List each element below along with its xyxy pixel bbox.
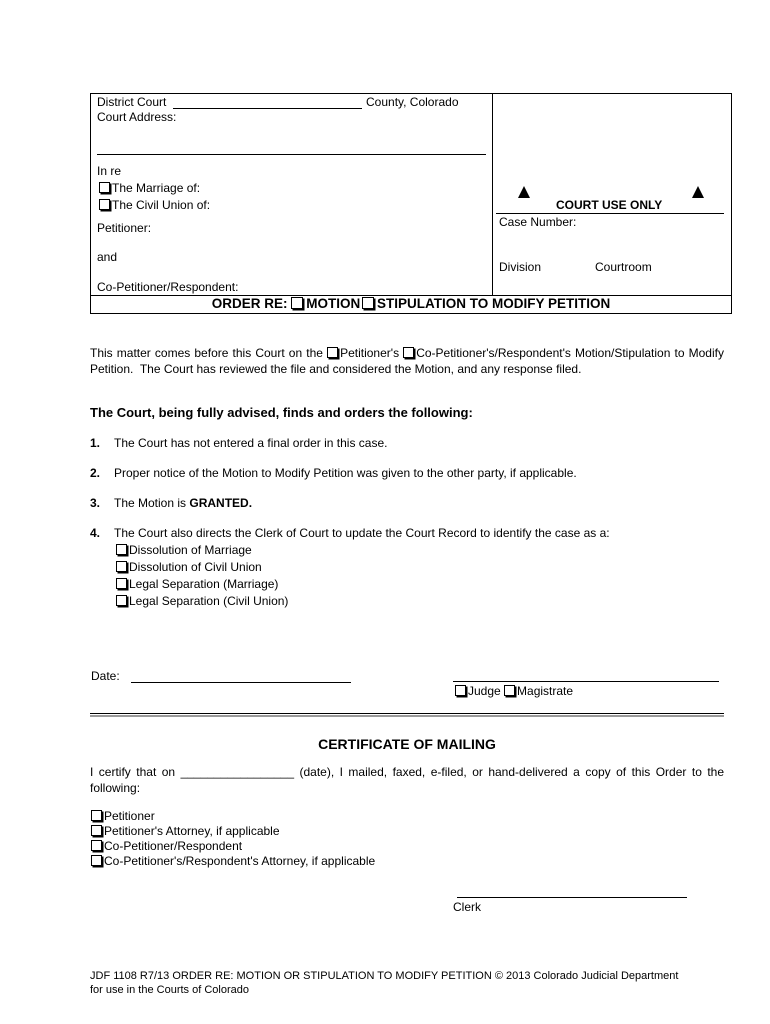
case-type-label: Legal Separation (Marriage): [129, 577, 279, 591]
case-number-label: Case Number:: [499, 215, 577, 229]
finding-4: [90, 526, 610, 540]
title-stipulation-label: STIPULATION TO MODIFY PETITION: [377, 296, 611, 311]
finding-3: [90, 496, 252, 510]
intro-petitioner-label: Petitioner's: [340, 346, 400, 360]
judge-signature-line[interactable]: [453, 681, 719, 682]
co-petitioner-label: Co-Petitioner/Respondent:: [97, 280, 239, 294]
division-label: Division: [499, 260, 542, 274]
section-separator-shadow: [90, 715, 724, 717]
court-use-rule: [496, 213, 724, 214]
recipient-option: [91, 809, 155, 823]
civil-union-option: [99, 198, 210, 212]
petitioner-attorney-recipient-checkbox[interactable]: [91, 825, 102, 836]
finding-1-text: The Court has not entered a final order in this case.: [114, 436, 388, 450]
date-label: Date:: [91, 669, 120, 683]
certificate-text-after: (date), I mailed, faxed, e-filed, or hand-delivered a copy of this Order to the following:: [90, 765, 725, 795]
certificate-text: [90, 764, 724, 796]
judge-magistrate-options: [455, 684, 573, 698]
date-blank[interactable]: [131, 682, 351, 683]
dissolution-marriage-checkbox[interactable]: [116, 544, 127, 555]
stipulation-checkbox[interactable]: [362, 297, 374, 309]
court-address-rule[interactable]: [97, 154, 486, 155]
case-type-option: [116, 577, 278, 591]
findings-heading: The Court, being fully advised, finds and orders the following:: [90, 405, 473, 420]
dissolution-civil-union-checkbox[interactable]: [116, 561, 127, 572]
recipient-label: Co-Petitioner/Respondent: [104, 839, 243, 853]
marriage-option: [99, 181, 200, 195]
recipient-option: [91, 854, 375, 868]
arrow-up-left-icon: [518, 186, 530, 198]
court-address-label: Court Address:: [97, 110, 177, 124]
and-label: and: [97, 250, 118, 264]
magistrate-checkbox[interactable]: [504, 685, 515, 696]
clerk-signature-line[interactable]: [457, 897, 687, 898]
finding-2-number: 2.: [90, 466, 101, 480]
judge-checkbox[interactable]: [455, 685, 466, 696]
finding-3-text: The Motion is: [114, 496, 187, 510]
finding-1: [90, 436, 388, 450]
civil-union-option-label: The Civil Union of:: [112, 198, 211, 212]
marriage-checkbox[interactable]: [99, 182, 110, 193]
case-type-label: Legal Separation (Civil Union): [129, 594, 289, 608]
county-label: County, Colorado: [366, 95, 459, 109]
court-use-only-label: COURT USE ONLY: [556, 198, 663, 212]
recipient-option: [91, 824, 280, 838]
petitioner-label: Petitioner:: [97, 221, 152, 235]
co-petitioner-attorney-recipient-checkbox[interactable]: [91, 855, 102, 866]
footer-line-2: for use in the Courts of Colorado: [90, 984, 249, 996]
intro-paragraph: [90, 345, 724, 377]
recipient-label: Co-Petitioner's/Respondent's Attorney, if applicable: [104, 854, 376, 868]
finding-2-text: Proper notice of the Motion to Modify Petition was given to the other party, if applicable.: [114, 466, 577, 480]
footer-line-1: JDF 1108 R7/13 ORDER RE: MOTION OR STIPULATION TO MODIFY PETITION © 2013 Colorado Judicial Department: [90, 970, 679, 982]
legal-separation-civil-union-checkbox[interactable]: [116, 595, 127, 606]
recipient-label: Petitioner's Attorney, if applicable: [104, 824, 280, 838]
judge-label: Judge: [468, 684, 501, 698]
page-title: [0, 296, 770, 312]
recipient-option: [91, 839, 242, 853]
petitioner-motion-checkbox[interactable]: [327, 347, 338, 358]
in-re-label: In re: [97, 164, 122, 178]
finding-1-number: 1.: [90, 436, 101, 450]
intro-co-petitioner-label: Co-Petitioner's/Respondent's Motion/Stipulation to Modify Petition.: [90, 346, 724, 376]
marriage-option-label: The Marriage of:: [112, 181, 201, 195]
certificate-heading: CERTIFICATE OF MAILING: [318, 736, 496, 752]
district-court-blank[interactable]: [173, 108, 362, 109]
civil-union-checkbox[interactable]: [99, 199, 110, 210]
certificate-date-blank[interactable]: _________________: [180, 765, 295, 779]
intro-text-2: The Court has reviewed the file and considered the Motion, and any response filed.: [139, 362, 582, 376]
arrow-up-right-icon: [692, 186, 704, 198]
recipient-label: Petitioner: [104, 809, 155, 823]
legal-separation-marriage-checkbox[interactable]: [116, 578, 127, 589]
case-type-option: [116, 560, 262, 574]
certificate-text-before: I certify that on: [90, 765, 176, 779]
courtroom-label: Courtroom: [595, 260, 652, 274]
finding-2: [90, 466, 577, 480]
title-motion-label: MOTION: [306, 296, 361, 311]
co-petitioner-recipient-checkbox[interactable]: [91, 840, 102, 851]
finding-4-text: The Court also directs the Clerk of Court to update the Court Record to identify the case as a:: [114, 526, 610, 540]
section-separator: [90, 713, 724, 714]
intro-text-1: This matter comes before this Court on the: [90, 346, 323, 360]
petitioner-recipient-checkbox[interactable]: [91, 810, 102, 821]
case-type-option: [116, 543, 252, 557]
clerk-label: Clerk: [453, 900, 482, 914]
district-court-label: District Court: [97, 95, 167, 109]
motion-checkbox[interactable]: [291, 297, 303, 309]
case-type-label: Dissolution of Marriage: [129, 543, 252, 557]
co-petitioner-motion-checkbox[interactable]: [403, 347, 414, 358]
title-prefix: ORDER RE:: [211, 296, 288, 311]
case-type-label: Dissolution of Civil Union: [129, 560, 262, 574]
case-type-option: [116, 594, 288, 608]
granted-label: GRANTED.: [189, 496, 253, 510]
caption-divider: [492, 93, 493, 296]
finding-4-number: 4.: [90, 526, 101, 540]
magistrate-label: Magistrate: [517, 684, 574, 698]
finding-3-number: 3.: [90, 496, 101, 510]
